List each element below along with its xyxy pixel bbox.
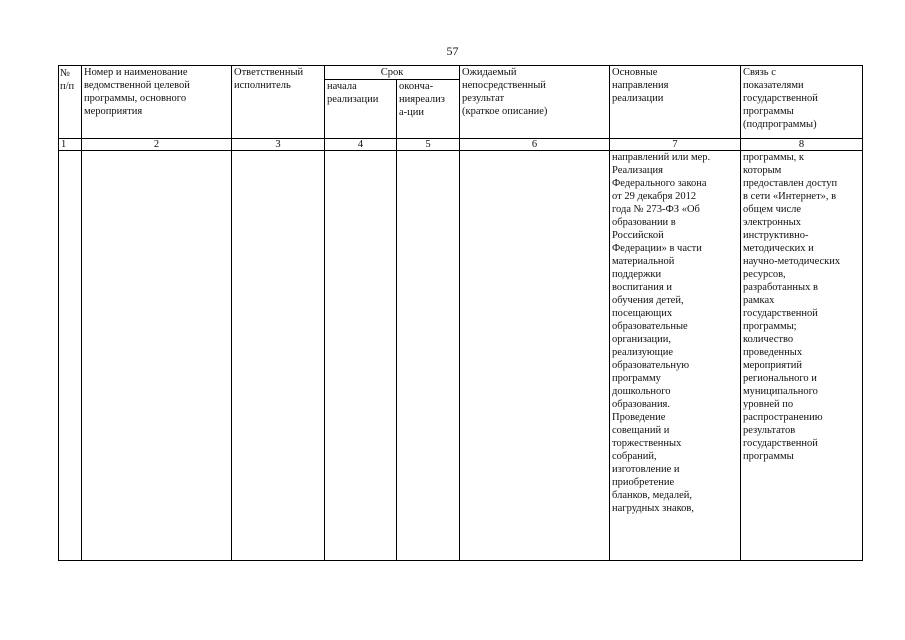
cell-program-name: [82, 151, 232, 561]
table-row: [59, 151, 863, 561]
header-program-name: Номер и наименование ведомственной целевой программы, основного мероприятия: [82, 66, 232, 139]
column-number: 3: [232, 139, 325, 151]
header-expected-result: Ожидаемый непосредственный результат (краткое описание): [460, 66, 610, 139]
header-responsible: Ответственный исполнитель: [232, 66, 325, 139]
cell-expected-result: [460, 151, 610, 561]
cell-term-start: [325, 151, 397, 561]
cell-term-end: [397, 151, 460, 561]
header-term: Срок: [325, 66, 460, 80]
cell-main-directions: направлений или мер. Реализация Федерального закона от 29 декабря 2012 года № 273-ФЗ «Об образовании в Российской Федерации» в части материальной поддержки воспитания и обучения детей, посещающих образовательные организации, реализующие образовательную программу дошкольного образования. Проведение совещаний и торжественных собраний, изготовление и приобретение бланков, медалей, нагрудных знаков,: [610, 151, 741, 561]
column-number: 2: [82, 139, 232, 151]
header-term-start: начала реализации: [325, 80, 397, 139]
cell-responsible: [232, 151, 325, 561]
program-table: [58, 65, 863, 561]
cell-indicators-link: программы, к которым предоставлен доступ в сети «Интернет», в общем числе электронных инструктивно- методических и научно-методических ресурсов, разработанных в рамках государственной программы; количество проведенных мероприятий регионального и муниципального уровней по распространению результатов государственной программы: [741, 151, 863, 561]
header-row: [59, 66, 863, 80]
column-number: 1: [59, 139, 82, 151]
header-term-end: оконча- нияреализ а-ции: [397, 80, 460, 139]
cell-number: [59, 151, 82, 561]
column-number: 5: [397, 139, 460, 151]
column-number: 8: [741, 139, 863, 151]
column-number: 6: [460, 139, 610, 151]
page-number: 57: [446, 44, 459, 58]
column-number: 7: [610, 139, 741, 151]
column-number-row: [59, 139, 863, 151]
column-number: 4: [325, 139, 397, 151]
header-number: № п/п: [59, 66, 82, 139]
header-main-directions: Основные направления реализации: [610, 66, 741, 139]
header-indicators-link: Связь с показателями государственной программы (подпрограммы): [741, 66, 863, 139]
